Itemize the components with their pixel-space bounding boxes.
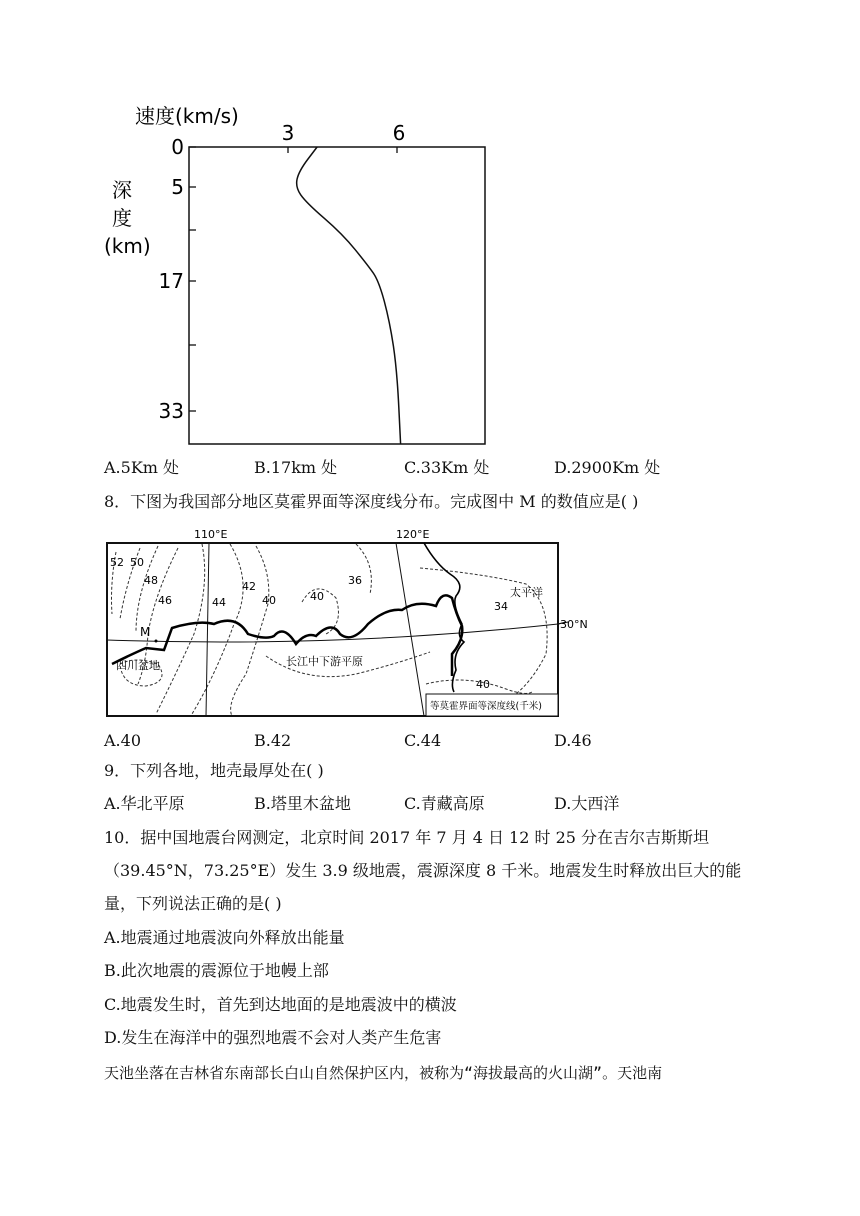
q10-stem-line-1: 10．据中国地震台网测定，北京时间 2017 年 7 月 4 日 12 时 25 分在吉尔吉斯斯坦 (104, 828, 710, 847)
contour-label-42: 42 (242, 580, 256, 593)
x-tick-label-6: 6 (392, 121, 406, 145)
contour-label-40a: 40 (262, 594, 276, 607)
q9-option-a[interactable]: A.华北平原 (104, 794, 185, 813)
q9-option-c[interactable]: C.青藏高原 (404, 794, 485, 813)
y-tick-label-17: 17 (158, 269, 184, 293)
q7-option-d[interactable]: D.2900Km 处 (554, 458, 661, 477)
contour-label-36: 36 (348, 574, 362, 587)
point-m-dot (155, 640, 158, 643)
q10-stem-line-2: （39.45°N，73.25°E）发生 3.9 级地震，震源深度 8 千米。地震发生时释放出巨大的能 (104, 861, 742, 880)
y-tick-label-5: 5 (171, 175, 184, 199)
y-label-char-2: 度 (112, 206, 132, 230)
contour-label-40b: 40 (310, 590, 324, 603)
contour-label-40c: 40 (476, 678, 490, 691)
q9-option-d[interactable]: D.大西洋 (554, 794, 620, 813)
q8-option-a[interactable]: A.40 (104, 731, 141, 750)
q7-option-a[interactable]: A.5Km 处 (104, 458, 180, 477)
contour-label-46: 46 (158, 594, 172, 607)
q7-option-c[interactable]: C.33Km 处 (404, 458, 490, 477)
q9-stem: 9．下列各地，地壳最厚处在( ) (104, 761, 324, 780)
basin-label: 四川盆地 (116, 659, 160, 672)
contour-label-52: 52 (110, 556, 124, 569)
contour-label-50: 50 (130, 556, 144, 569)
moho-depth-map (106, 524, 594, 720)
q10-option-c[interactable]: C.地震发生时，首先到达地面的是地震波中的横波 (104, 995, 457, 1014)
contour-label-34: 34 (494, 600, 508, 613)
y-label-unit: (km) (104, 234, 151, 258)
y-tick-label-0: 0 (171, 135, 184, 159)
lon-120-label: 120°E (396, 528, 430, 541)
velocity-depth-chart (90, 95, 510, 455)
legend-text: 等莫霍界面等深度线(千米) (430, 701, 542, 712)
x-tick-label-3: 3 (281, 121, 295, 145)
q10-stem-line-3: 量，下列说法正确的是( ) (104, 894, 282, 913)
q10-option-d[interactable]: D.发生在海洋中的强烈地震不会对人类产生危害 (104, 1028, 442, 1047)
q8-option-b[interactable]: B.42 (254, 731, 292, 750)
y-tick-label-33: 33 (158, 399, 184, 423)
y-label-char-1: 深 (112, 178, 132, 202)
lat-30-label: 30°N (560, 618, 588, 631)
plot-frame (189, 147, 485, 444)
q9-option-b[interactable]: B.塔里木盆地 (254, 794, 351, 813)
q8-option-c[interactable]: C.44 (404, 731, 442, 750)
x-axis-label: 速度(km/s) (135, 104, 239, 128)
q8-option-d[interactable]: D.46 (554, 731, 592, 750)
lon-110-label: 110°E (194, 528, 228, 541)
velocity-curve (297, 147, 401, 444)
q7-option-b[interactable]: B.17km 处 (254, 458, 338, 477)
contour-label-48: 48 (144, 574, 158, 587)
passage-intro: 天池坐落在吉林省东南部长白山自然保护区内，被称为“海拔最高的火山湖”。天池南 (104, 1064, 663, 1082)
contour-label-44: 44 (212, 596, 226, 609)
q8-stem: 8．下图为我国部分地区莫霍界面等深度线分布。完成图中 M 的数值应是( ) (104, 492, 639, 511)
q10-option-b[interactable]: B.此次地震的震源位于地幔上部 (104, 961, 329, 980)
point-m-label: M (140, 625, 151, 639)
q10-option-a[interactable]: A.地震通过地震波向外释放出能量 (104, 928, 345, 947)
plain-label: 长江中下游平原 (286, 655, 363, 668)
ocean-label: 太平洋 (510, 586, 543, 599)
